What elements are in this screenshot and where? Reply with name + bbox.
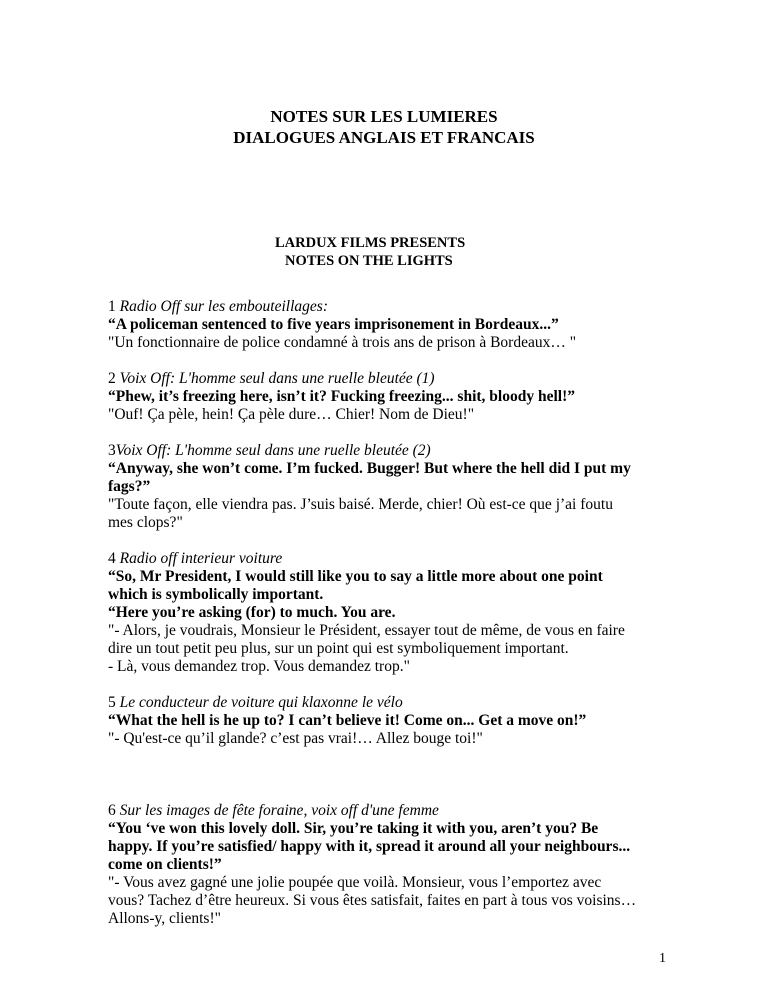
entry-description: Voix Off: L'homme seul dans une ruelle bleutée (1) bbox=[119, 370, 435, 387]
entry-number: 2 bbox=[108, 370, 120, 387]
dialogue-entry bbox=[108, 550, 678, 676]
entry-description: Voix Off: L'homme seul dans une ruelle bleutée (2) bbox=[115, 442, 431, 459]
entry-cue bbox=[108, 442, 678, 460]
title-line-1: NOTES SUR LES LUMIERES bbox=[270, 107, 498, 126]
entry-number: 1 bbox=[108, 298, 120, 315]
french-line: - Là, vous demandez trop. Vous demandez trop." bbox=[108, 658, 410, 675]
english-line: fags?” bbox=[108, 478, 151, 495]
dialogue-entry bbox=[108, 370, 678, 424]
entry-cue bbox=[108, 298, 678, 316]
page-title bbox=[0, 106, 768, 148]
dialogue-entry bbox=[108, 694, 678, 748]
entry-number: 3 bbox=[108, 442, 116, 459]
english-line: “What the hell is he up to? I can’t believe it! Come on... Get a move on!” bbox=[108, 712, 587, 729]
french-line: "Ouf! Ça pèle, hein! Ça pèle dure… Chier! Nom de Dieu!" bbox=[108, 406, 475, 423]
entry-number: 6 bbox=[108, 802, 120, 819]
entry-description: Radio Off sur les embouteillages: bbox=[119, 298, 328, 315]
french-line: "- Alors, je voudrais, Monsieur le Président, essayer tout de même, de vous en faire bbox=[108, 622, 625, 639]
english-line: “Anyway, she won’t come. I’m fucked. Bugger! But where the hell did I put my bbox=[108, 460, 631, 477]
entry-number: 4 bbox=[108, 550, 120, 567]
english-line: “A policeman sentenced to five years imprisonement in Bordeaux...” bbox=[108, 316, 559, 333]
english-line: which is symbolically important. bbox=[108, 586, 324, 603]
entry-cue bbox=[108, 694, 678, 712]
dialogue-entry bbox=[108, 442, 678, 532]
english-line: happy. If you’re satisfied/ happy with it, spread it around all your neighbours... bbox=[108, 838, 631, 855]
dialogue-entry bbox=[108, 802, 678, 928]
presents-line-1: LARDUX FILMS PRESENTS bbox=[275, 235, 466, 251]
french-line: dire un tout petit peu plus, sur un point qui est symboliquement important. bbox=[108, 640, 569, 657]
page-number: 1 bbox=[659, 951, 666, 966]
english-line: “So, Mr President, I would still like you to say a little more about one point bbox=[108, 568, 603, 585]
french-line: "- Qu'est-ce qu’il glande? c’est pas vrai!… Allez bouge toi!" bbox=[108, 730, 483, 747]
french-line: vous? Tachez d’être heureux. Si vous êtes satisfait, faites en part à tous vos voisins… bbox=[108, 892, 637, 909]
entry-cue bbox=[108, 370, 678, 388]
entry-cue bbox=[108, 550, 678, 568]
entry-number: 5 bbox=[108, 694, 120, 711]
presents-line-2: NOTES ON THE LIGHTS bbox=[285, 253, 453, 269]
dialogue-entry bbox=[108, 298, 678, 352]
french-line: "Toute façon, elle viendra pas. J’suis baisé. Merde, chier! Où est-ce que j’ai foutu bbox=[108, 496, 613, 513]
entry-description: Sur les images de fête foraine, voix off d'une femme bbox=[119, 802, 439, 819]
french-line: "Un fonctionnaire de police condamné à trois ans de prison à Bordeaux… " bbox=[108, 334, 577, 351]
english-line: “Here you’re asking (for) to much. You are. bbox=[108, 604, 396, 621]
french-line: "- Vous avez gagné une jolie poupée que voilà. Monsieur, vous l’emportez avec bbox=[108, 874, 602, 891]
english-line: “Phew, it’s freezing here, isn’t it? Fucking freezing... shit, bloody hell!” bbox=[108, 388, 575, 405]
entry-description: Radio off interieur voiture bbox=[119, 550, 283, 567]
english-line: come on clients!” bbox=[108, 856, 222, 873]
english-line: “You ‘ve won this lovely doll. Sir, you’re taking it with you, aren’t you? Be bbox=[108, 820, 599, 837]
french-line: mes clops?" bbox=[108, 514, 183, 531]
entry-cue bbox=[108, 802, 678, 820]
french-line: Allons-y, clients!" bbox=[108, 910, 221, 927]
dialogue-list bbox=[108, 298, 678, 928]
entry-description: Le conducteur de voiture qui klaxonne le vélo bbox=[119, 694, 403, 711]
title-line-2: DIALOGUES ANGLAIS ET FRANCAIS bbox=[233, 128, 535, 147]
presents-heading bbox=[275, 234, 465, 270]
